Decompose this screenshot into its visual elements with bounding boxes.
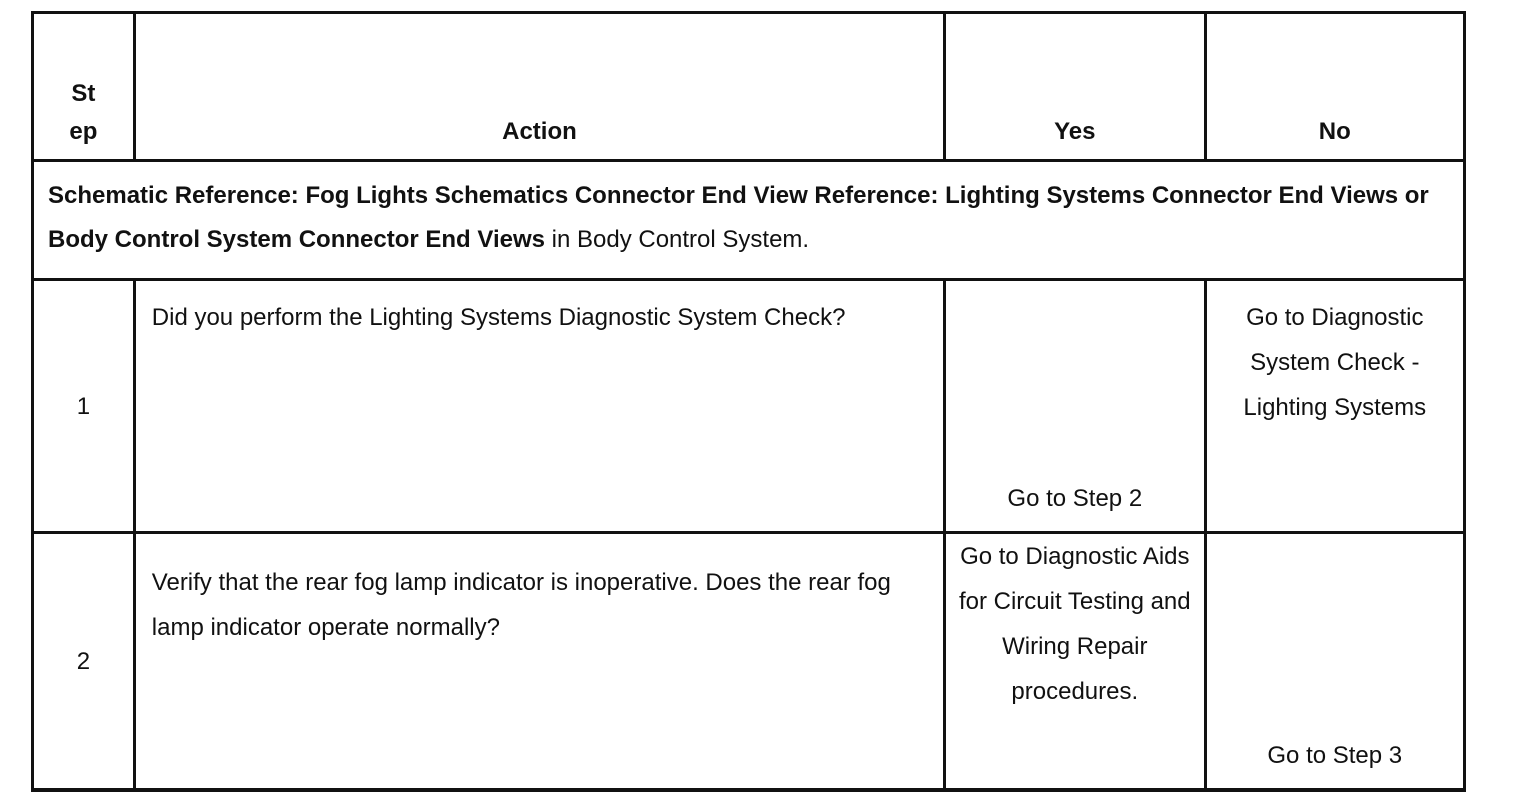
yes-text: Go to Diagnostic Aids for Circuit Testing and Wiring Repair procedures. bbox=[958, 543, 1191, 705]
no-cell bbox=[1207, 534, 1466, 788]
no-cell bbox=[1207, 281, 1466, 531]
yes-text: Go to Step 2 bbox=[1007, 485, 1143, 512]
reference-normal-text: in Body Control System. bbox=[544, 226, 810, 253]
header-step bbox=[34, 14, 136, 159]
header-no bbox=[1207, 14, 1466, 159]
reference-bold-text: Schematic Reference: Fog Lights Schematics Connector End View Reference: Lighting Systems Connector End Views or Body Control System Connector End Views bbox=[48, 182, 1429, 253]
no-text: Go to Diagnostic System Check - Lighting Systems bbox=[1243, 304, 1427, 421]
header-action bbox=[136, 14, 946, 159]
header-step-label: Step bbox=[69, 80, 98, 145]
reference-row bbox=[34, 162, 1466, 281]
no-text: Go to Step 3 bbox=[1267, 742, 1403, 769]
table-header-row bbox=[34, 14, 1466, 162]
header-no-label: No bbox=[1318, 118, 1351, 145]
step-number: 1 bbox=[34, 281, 136, 531]
action-text: Did you perform the Lighting Systems Diagnostic System Check? bbox=[136, 281, 946, 531]
table-row bbox=[34, 281, 1466, 534]
header-yes bbox=[946, 14, 1206, 159]
header-yes-label: Yes bbox=[1054, 118, 1096, 145]
reference-cell bbox=[34, 162, 1466, 278]
action-text: Verify that the rear fog lamp indicator is inoperative. Does the rear fog lamp indicator operate normally? bbox=[136, 534, 946, 788]
header-action-label: Action bbox=[502, 118, 577, 145]
yes-cell bbox=[946, 534, 1206, 788]
yes-cell bbox=[946, 281, 1206, 531]
table-row bbox=[34, 534, 1466, 792]
step-number: 2 bbox=[34, 534, 136, 788]
diagnostic-table bbox=[31, 11, 1466, 792]
